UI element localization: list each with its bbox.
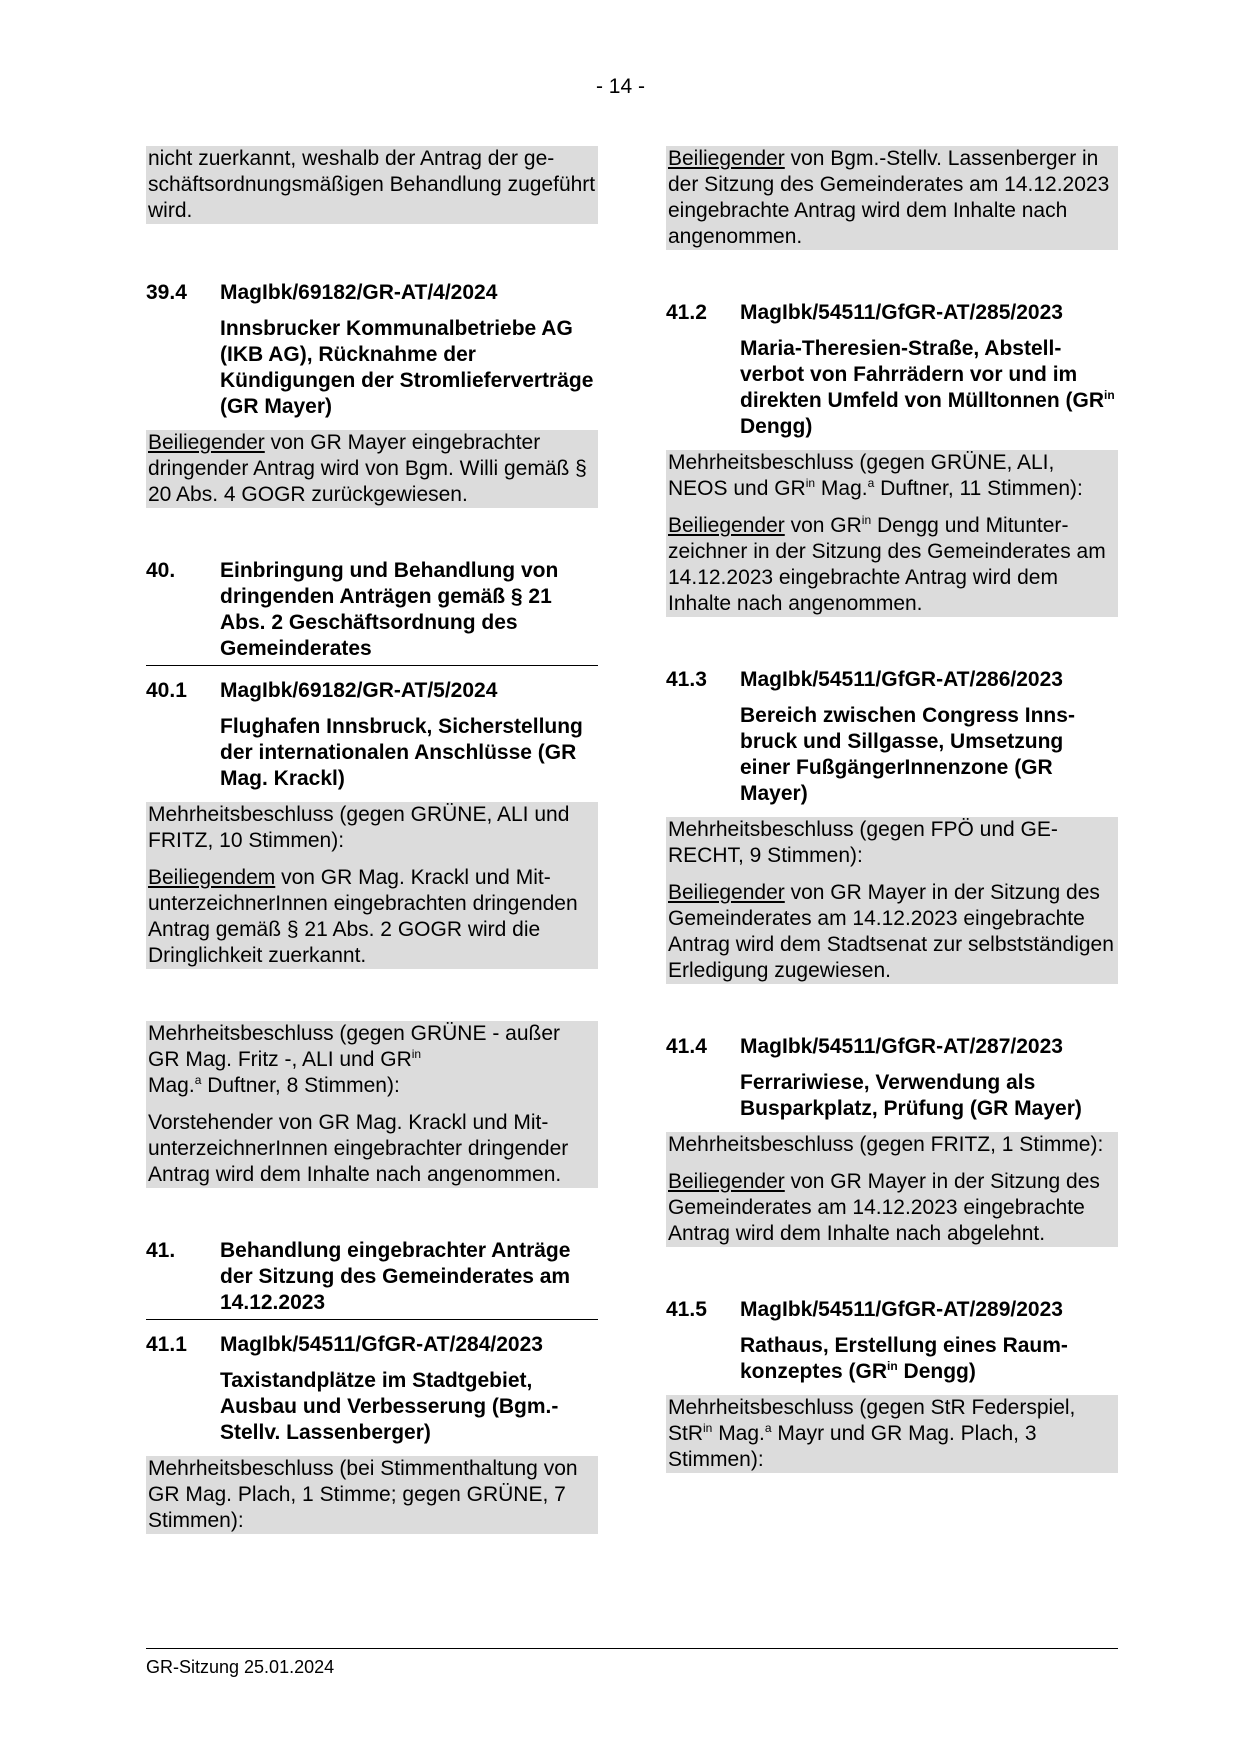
decision-text: Beiliegender von $GR^{in}$ Dengg und Mitunterzeichner in der Sitzung des Gemeinderates am 14.12.2023 eingebrachte Antrag wird dem Inhalte nach angenommen. bbox=[668, 513, 1106, 615]
item-41-5-heading bbox=[666, 1297, 1118, 1323]
item-41-4-heading bbox=[666, 1034, 1118, 1060]
item-41-1-heading bbox=[146, 1332, 598, 1358]
item-number: 40.1 bbox=[146, 679, 187, 702]
decision-text: Vorstehender von GR Mag. Krackl und MitunterzeichnerInnen eingebrachter dringender Antrag wird dem Inhalte nach angenommen. bbox=[148, 1111, 569, 1186]
footer-divider bbox=[146, 1648, 1118, 1649]
left-column bbox=[146, 146, 598, 1534]
item-code: MagIbk/54511/GfGR-AT/286/2023 bbox=[740, 668, 1063, 691]
item-41-5-decision bbox=[666, 1395, 1118, 1473]
item-number: 41.3 bbox=[666, 668, 707, 691]
vote-text: Mehrheitsbeschluss (gegen GRÜNE - außer GR Mag. Fritz -, ALI und $GR^{in}$ Mag.$^a$ Duftner, 8 Stimmen): bbox=[148, 1022, 561, 1097]
section-41-heading bbox=[146, 1238, 598, 1320]
item-41-2-title: Maria-Theresien-Straße, Abstellverbot von Fahrrädern vor und im direkten Umfeld von Mülltonnen ($GR^{in}$ Dengg) bbox=[740, 337, 1115, 438]
item-41-4-decision bbox=[666, 1132, 1118, 1247]
item-39-4-title: Innsbrucker Kommunalbetriebe AG (IKB AG), Rücknahme der Kündigungen der Stromlieferverträge (GR Mayer) bbox=[220, 317, 594, 418]
vote-text: Mehrheitsbeschluss (gegen FRITZ, 1 Stimme): bbox=[668, 1133, 1104, 1156]
item-code: MagIbk/54511/GfGR-AT/289/2023 bbox=[740, 1298, 1063, 1321]
item-number: 41.1 bbox=[146, 1333, 187, 1356]
section-40-heading bbox=[146, 558, 598, 666]
item-number: 41.4 bbox=[666, 1035, 707, 1058]
page-number: - 14 - bbox=[595, 75, 645, 98]
item-41-1-title: Taxistandplätze im Stadtgebiet, Ausbau und Verbesserung (Bgm.-Stellv. Lassenberger) bbox=[220, 1369, 559, 1444]
item-41-2-heading bbox=[666, 300, 1118, 326]
decision-lead: Beiliegender bbox=[668, 881, 785, 904]
vote-text: Mehrheitsbeschluss (gegen FPÖ und GERECHT, 9 Stimmen): bbox=[668, 818, 1058, 867]
decision-text: von GR Mayer eingebrachter dringender Antrag wird von Bgm. Willi gemäß § 20 Abs. 4 GOGR zurückgewiesen. bbox=[148, 431, 587, 506]
item-code: MagIbk/69182/GR-AT/4/2024 bbox=[220, 281, 498, 304]
decision-text: von Bgm.-Stellv. Lassenberger in der Sitzung des Gemeinderates am 14.12.2023 eingebrachte Antrag wird dem Inhalte nach angenommen. bbox=[668, 147, 1110, 248]
decision-text: von GR Mayer in der Sitzung des Gemeinderates am 14.12.2023 eingebrachte Antrag wird dem Inhalte nach abgelehnt. bbox=[668, 1170, 1100, 1245]
section-number: 41. bbox=[146, 1239, 176, 1262]
section-number: 40. bbox=[146, 559, 176, 582]
decision-text: von GR Mag. Krackl und MitunterzeichnerInnen eingebrachten dringenden Antrag gemäß § 21 Abs. 2 GOGR wird die Dringlichkeit zuerkannt. bbox=[148, 866, 578, 967]
item-code: MagIbk/54511/GfGR-AT/284/2023 bbox=[220, 1333, 543, 1356]
right-column bbox=[666, 146, 1118, 1473]
item-code: MagIbk/69182/GR-AT/5/2024 bbox=[220, 679, 498, 702]
item-41-3-title: Bereich zwischen Congress Innsbruck und Sillgasse, Umsetzung einer FußgängerInnenzone (GR Mayer) bbox=[740, 704, 1075, 805]
vote-text: Mehrheitsbeschluss (gegen GRÜNE, ALI und FRITZ, 10 Stimmen): bbox=[148, 803, 570, 852]
item-40-1-decision-1 bbox=[146, 802, 598, 969]
decision-lead: Beiliegender bbox=[668, 147, 785, 170]
item-39-4-decision bbox=[146, 430, 598, 508]
decision-lead: Beiliegender bbox=[668, 1170, 785, 1193]
item-code: MagIbk/54511/GfGR-AT/285/2023 bbox=[740, 301, 1063, 324]
continuation-block bbox=[146, 146, 598, 224]
item-40-1-title: Flughafen Innsbruck, Sicherstellung der internationalen Anschlüsse (GR Mag. Krackl) bbox=[220, 715, 583, 790]
item-41-4-title: Ferrariwiese, Verwendung als Busparkplatz, Prüfung (GR Mayer) bbox=[740, 1071, 1082, 1120]
vote-text: Mehrheitsbeschluss (bei Stimmenthaltung von GR Mag. Plach, 1 Stimme; gegen GRÜNE, 7 Stimmen): bbox=[148, 1457, 578, 1532]
item-number: 39.4 bbox=[146, 281, 187, 304]
section-title: Einbringung und Behandlung von dringenden Anträgen gemäß § 21 Abs. 2 Geschäftsordnung des Gemeinderates bbox=[220, 559, 559, 660]
section-title: Behandlung eingebrachter Anträge der Sitzung des Gemeinderates am 14.12.2023 bbox=[220, 1239, 571, 1314]
continuation-block bbox=[666, 146, 1118, 250]
continuation-text: nicht zuerkannt, weshalb der Antrag der geschäftsordnungsmäßigen Behandlung zugeführt wird. bbox=[148, 147, 596, 222]
vote-text: Mehrheitsbeschluss (gegen GRÜNE, ALI, NEOS und $GR^{in}$ Mag.$^a$ Duftner, 11 Stimmen): bbox=[668, 451, 1083, 500]
item-39-4-heading bbox=[146, 280, 598, 306]
decision-text: von GR Mayer in der Sitzung des Gemeinderates am 14.12.2023 eingebrachte Antrag wird dem Stadtsenat zur selbstständigen Erledigung zugewiesen. bbox=[668, 881, 1114, 982]
decision-lead: Beiliegendem bbox=[148, 866, 276, 889]
item-41-3-decision bbox=[666, 817, 1118, 984]
item-41-5-title: Rathaus, Erstellung eines Raumkonzeptes ($GR^{in}$ Dengg) bbox=[740, 1334, 1068, 1383]
item-41-1-decision bbox=[146, 1456, 598, 1534]
item-41-3-heading bbox=[666, 667, 1118, 693]
footer-text: GR-Sitzung 25.01.2024 bbox=[146, 1657, 335, 1677]
item-number: 41.5 bbox=[666, 1298, 707, 1321]
vote-text: Mehrheitsbeschluss (gegen StR Federspiel, StR$^{in}$ Mag.$^a$ Mayr und GR Mag. Plach, 3 Stimmen): bbox=[668, 1396, 1076, 1471]
decision-lead: Beiliegender bbox=[148, 431, 265, 454]
item-41-2-decision bbox=[666, 450, 1118, 617]
item-40-1-heading bbox=[146, 678, 598, 704]
item-number: 41.2 bbox=[666, 301, 707, 324]
item-code: MagIbk/54511/GfGR-AT/287/2023 bbox=[740, 1035, 1063, 1058]
item-40-1-decision-2 bbox=[146, 1021, 598, 1188]
